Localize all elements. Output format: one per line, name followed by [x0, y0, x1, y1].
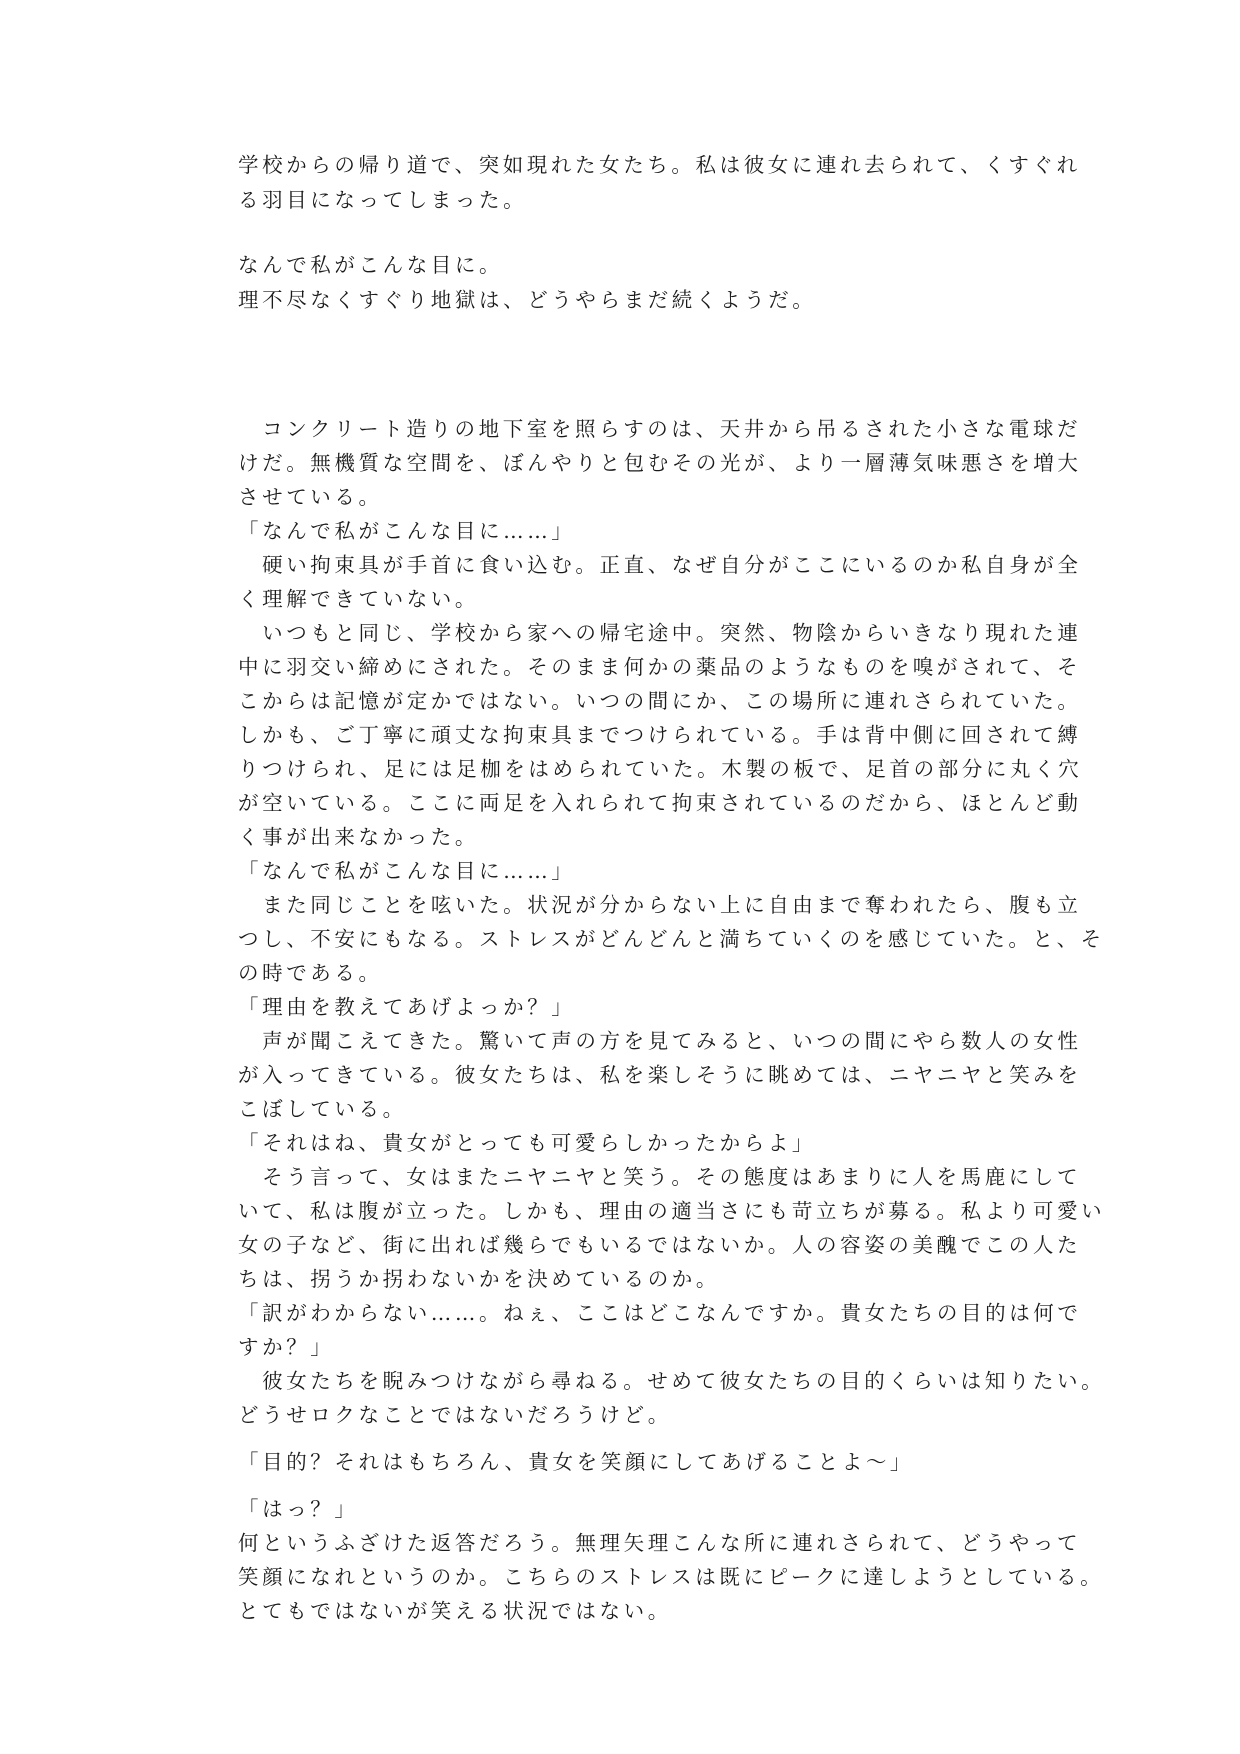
body-line: く理解できていない。 [238, 587, 479, 611]
body-line: 「なんで私がこんな目に……」 [238, 519, 576, 543]
intro-line: 学校からの帰り道で、突如現れた女たち。私は彼女に連れ去られて、くすぐれ [238, 153, 1081, 177]
body-line: 「訳がわからない……。ねぇ、ここはどこなんですか。貴女たちの目的は何で [238, 1301, 1082, 1325]
body-line: 女の子など、街に出れば幾らでもいるではないか。人の容姿の美醜でこの人た [238, 1233, 1082, 1257]
body-line: 彼女たちを睨みつけながら尋ねる。せめて彼女たちの目的くらいは知りたい。 [238, 1369, 1106, 1393]
body-line: けだ。無機質な空間を、ぼんやりと包むその光が、より一層薄気味悪さを増大 [238, 451, 1082, 475]
body-line: どうせロクなことではないだろうけど。 [238, 1403, 672, 1427]
body-line: 何というふざけた返答だろう。無理矢理こんな所に連れさられて、どうやって [238, 1531, 1082, 1555]
body-line: 「それはね、貴女がとっても可愛らしかったからよ」 [238, 1131, 816, 1155]
body-line: 中に羽交い締めにされた。そのまま何かの薬品のようなものを嗅がされて、そ [238, 655, 1082, 679]
intro-line: なんで私がこんな目に。 [238, 253, 504, 277]
body-line: が空いている。ここに両足を入れられて拘束されているのだから、ほとんど動 [238, 791, 1082, 815]
intro-line: 理不尽なくすぐり地獄は、どうやらまだ続くようだ。 [238, 288, 817, 312]
body-line: 声が聞こえてきた。驚いて声の方を見てみると、いつの間にやら数人の女性 [238, 1029, 1082, 1053]
body-line: させている。 [238, 485, 383, 509]
body-line: こからは記憶が定かではない。いつの間にか、この場所に連れさられていた。 [238, 689, 1082, 713]
body-line: つし、不安にもなる。ストレスがどんどんと満ちていくのを感じていた。と、そ [238, 927, 1105, 951]
body-line: また同じことを呟いた。状況が分からない上に自由まで奪われたら、腹も立 [238, 893, 1082, 917]
body-line: そう言って、女はまたニヤニヤと笑う。その態度はあまりに人を馬鹿にして [238, 1165, 1082, 1189]
body-line: が入ってきている。彼女たちは、私を楽しそうに眺めては、ニヤニヤと笑みを [238, 1063, 1082, 1087]
body-line: 「なんで私がこんな目に……」 [238, 859, 576, 883]
body-line: 硬い拘束具が手首に食い込む。正直、なぜ自分がここにいるのか私自身が全 [238, 553, 1082, 577]
body-line: の時である。 [238, 961, 383, 985]
body-line: こぼしている。 [238, 1097, 407, 1121]
body-line: すか？」 [238, 1335, 335, 1359]
body-line: いて、私は腹が立った。しかも、理由の適当さにも苛立ちが募る。私より可愛い [238, 1199, 1106, 1223]
body-line: く事が出来なかった。 [238, 825, 479, 849]
body-line: 「理由を教えてあげよっか？」 [238, 995, 576, 1019]
body-line: りつけられ、足には足枷をはめられていた。木製の板で、足首の部分に丸く穴 [238, 757, 1083, 781]
body-line: いつもと同じ、学校から家への帰宅途中。突然、物陰からいきなり現れた連 [238, 621, 1082, 645]
body-line: コンクリート造りの地下室を照らすのは、天井から吊るされた小さな電球だ [238, 417, 1082, 441]
dialogue-line: 「はっ？」 [238, 1497, 359, 1521]
body-line: しかも、ご丁寧に頑丈な拘束具までつけられている。手は背中側に回されて縛 [238, 723, 1082, 747]
dialogue-line: 「目的？それはもちろん、貴女を笑顔にしてあげることよ〜」 [238, 1450, 915, 1474]
intro-line: る羽目になってしまった。 [238, 188, 528, 212]
body-line: とてもではないが笑える状況ではない。 [238, 1599, 672, 1623]
body-line: 笑顔になれというのか。こちらのストレスは既にピークに達しようとしている。 [238, 1565, 1105, 1589]
body-line: ちは、拐うか拐わないかを決めているのか。 [238, 1267, 720, 1291]
